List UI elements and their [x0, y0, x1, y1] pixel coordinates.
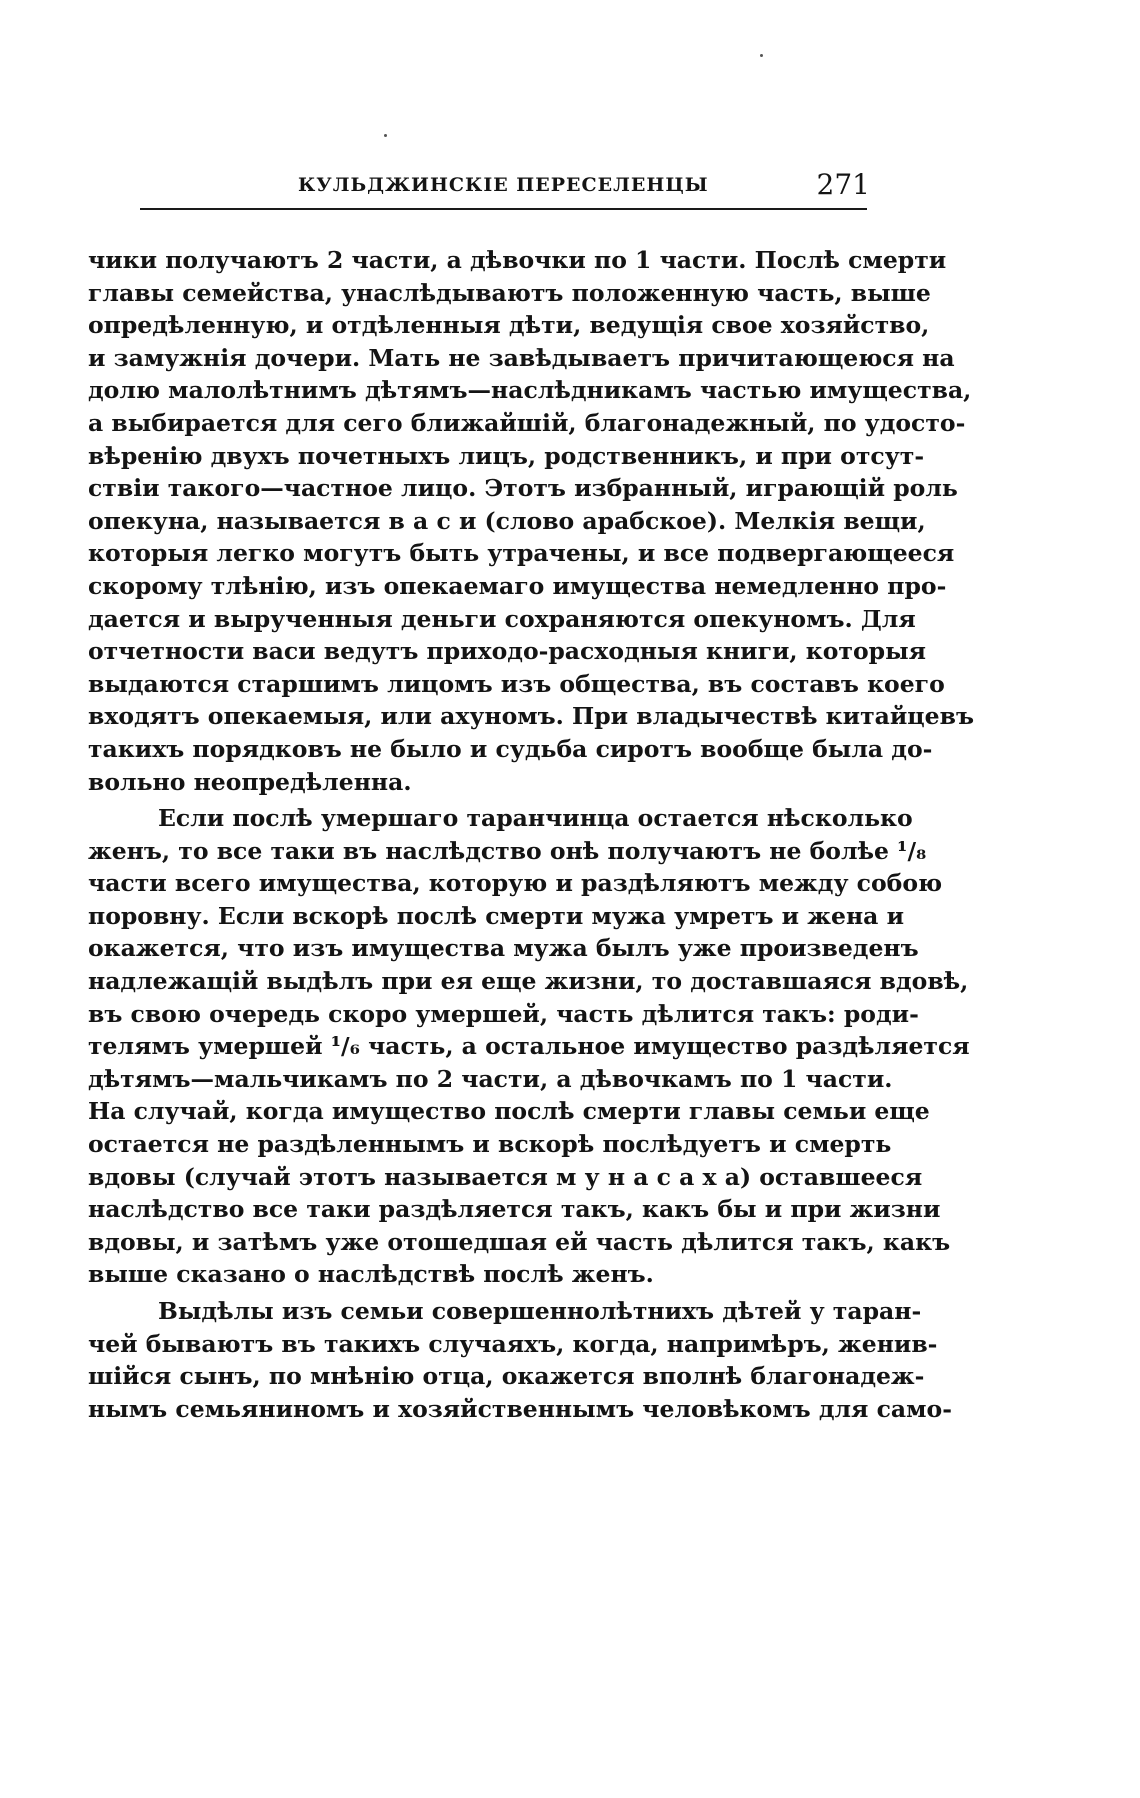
- text-line: входятъ опекаемыя, или ахуномъ. При владычествѣ китайцевъ: [88, 702, 974, 731]
- paragraph: [88, 802, 970, 1291]
- text-line: а выбирается для сего ближайшій, благонадежный, по удосто-: [88, 408, 966, 437]
- text-line: вдовы, и затѣмъ уже отошедшая ей часть дѣлится такъ, какъ: [88, 1227, 951, 1256]
- text-line: Если послѣ умершаго таранчинца остается нѣсколько: [158, 804, 913, 833]
- text-line: опредѣленную, и отдѣленныя дѣти, ведущія свое хозяйство,: [88, 311, 930, 340]
- text-line: въ свою очередь скоро умершей, часть дѣлится такъ: роди-: [88, 999, 919, 1028]
- text-line: выше сказано о наслѣдствѣ послѣ женъ.: [88, 1260, 654, 1289]
- paragraph: [88, 1295, 952, 1425]
- text-line: телямъ умершей ¹/₆ часть, а остальное имущество раздѣляется: [88, 1032, 970, 1061]
- body-text: [88, 244, 974, 1425]
- text-line: Выдѣлы изъ семьи совершеннолѣтнихъ дѣтей у таран-: [158, 1297, 922, 1325]
- print-speck: [760, 54, 763, 57]
- text-line: дается и вырученныя деньги сохраняются опекуномъ. Для: [88, 604, 916, 633]
- text-line: скорому тлѣнію, изъ опекаемаго имущества немедленно про-: [88, 571, 947, 600]
- text-line: ствіи такого—частное лицо. Этотъ избранный, играющій роль: [88, 474, 958, 503]
- text-line: шійся сынъ, по мнѣнію отца, окажется вполнѣ благонадеж-: [88, 1362, 925, 1391]
- text-line: и замужнія дочери. Мать не завѣдываетъ причитающеюся на: [88, 343, 955, 372]
- header-rule: [140, 208, 867, 210]
- text-line: поровну. Если вскорѣ послѣ смерти мужа умретъ и жена и: [88, 901, 905, 930]
- text-line: вдовы (случай этотъ называется м у н а с а х а) оставшееся: [88, 1162, 923, 1191]
- text-line: дѣтямъ—мальчикамъ по 2 части, а дѣвочкамъ по 1 части.: [88, 1064, 893, 1093]
- print-speck: [384, 134, 387, 137]
- text-line: чики получаютъ 2 части, а дѣвочки по 1 части. Послѣ смерти: [88, 246, 947, 274]
- text-line: На случай, когда имущество послѣ смерти главы семьи еще: [88, 1097, 930, 1126]
- text-line: надлежащій выдѣлъ при ея еще жизни, то доставшаяся вдовѣ,: [88, 967, 969, 996]
- text-line: долю малолѣтнимъ дѣтямъ—наслѣдникамъ частью имущества,: [88, 376, 972, 405]
- text-line: наслѣдство все таки раздѣляется такъ, какъ бы и при жизни: [88, 1195, 941, 1224]
- text-line: выдаются старшимъ лицомъ изъ общества, въ составъ коего: [88, 669, 945, 698]
- text-line: окажется, что изъ имущества мужа былъ уже произведенъ: [88, 934, 919, 963]
- page-header: [140, 168, 870, 208]
- text-line: нымъ семьяниномъ и хозяйственнымъ человѣкомъ для само-: [88, 1394, 952, 1423]
- page-number: 271: [816, 168, 870, 201]
- text-line: такихъ порядковъ не было и судьба сиротъ вообще была до-: [88, 734, 933, 763]
- text-line: отчетности васи ведутъ приходо-расходныя книги, которыя: [88, 637, 927, 666]
- text-line: вольно неопредѣленна.: [88, 767, 412, 796]
- text-line: части всего имущества, которую и раздѣляютъ между собою: [88, 869, 943, 898]
- text-line: чей бываютъ въ такихъ случаяхъ, когда, напримѣръ, женив-: [88, 1329, 938, 1358]
- text-line: опекуна, называется в а с и (слово арабское). Мелкія вещи,: [88, 506, 926, 535]
- text-line: которыя легко могутъ быть утрачены, и все подвергающееся: [88, 539, 955, 568]
- paragraph: [88, 244, 974, 798]
- text-line: остается не раздѣленнымъ и вскорѣ послѣдуетъ и смерть: [88, 1130, 892, 1159]
- text-line: женъ, то все таки въ наслѣдство онѣ получаютъ не болѣе ¹/₈: [88, 836, 927, 865]
- text-line: вѣренію двухъ почетныхъ лицъ, родственникъ, и при отсут-: [88, 441, 925, 470]
- running-head: КУЛЬДЖИНСКІЕ ПЕРЕСЕЛЕНЦЫ: [298, 174, 709, 196]
- text-line: главы семейства, унаслѣдываютъ положенную часть, выше: [88, 278, 931, 307]
